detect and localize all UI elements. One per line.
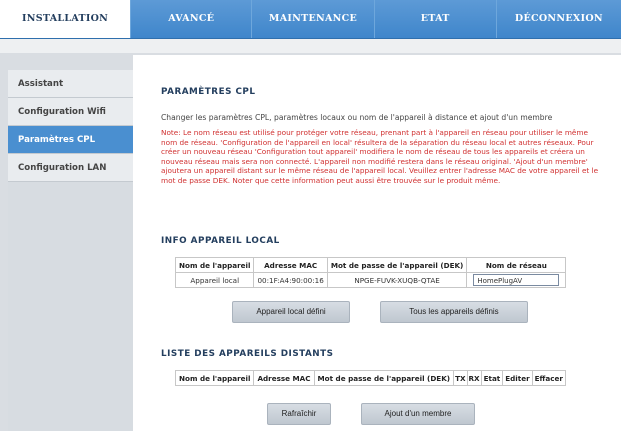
remote-device-table xyxy=(175,370,566,386)
intro-text: Changer les paramètres CPL, paramètres locaux ou nom de l'appareil à distance et ajout d'un membre xyxy=(161,113,553,122)
col-state: Etat xyxy=(481,371,503,386)
tab-maintenance[interactable]: MAINTENANCE xyxy=(252,0,374,38)
cell-dek: NPGE-FUVK-XUQB-QTAE xyxy=(327,273,467,288)
table-row xyxy=(176,273,566,288)
set-all-devices-button[interactable]: Tous les appareils définis xyxy=(380,301,528,323)
table-header-row xyxy=(176,258,566,273)
col-mac: Adresse MAC xyxy=(254,258,327,273)
sidebar-item-wifi[interactable]: Configuration Wifi xyxy=(8,98,133,126)
add-member-button[interactable]: Ajout d'un membre xyxy=(361,403,475,425)
cell-network xyxy=(467,273,566,288)
col-dek: Mot de passe de l'appareil (DEK) xyxy=(314,371,454,386)
table-header-row xyxy=(176,371,566,386)
page-title: PARAMÈTRES CPL xyxy=(161,87,256,97)
sidebar-item-lan[interactable]: Configuration LAN xyxy=(8,154,133,182)
tab-etat[interactable]: ETAT xyxy=(375,0,497,38)
col-dek: Mot de passe de l'appareil (DEK) xyxy=(327,258,467,273)
local-device-table xyxy=(175,257,566,288)
main-content xyxy=(133,55,621,431)
sidebar-item-cpl[interactable]: Paramètres CPL xyxy=(8,126,133,154)
col-tx: TX xyxy=(454,371,467,386)
top-nav xyxy=(0,0,621,39)
col-network: Nom de réseau xyxy=(467,258,566,273)
col-mac: Adresse MAC xyxy=(254,371,314,386)
col-delete: Effacer xyxy=(532,371,565,386)
col-rx: RX xyxy=(467,371,481,386)
tab-avance[interactable]: AVANCÉ xyxy=(131,0,252,38)
tab-deconnexion[interactable]: DÉCONNEXION xyxy=(497,0,621,38)
refresh-button[interactable]: Rafraîchir xyxy=(267,403,331,425)
col-device-name: Nom de l'appareil xyxy=(176,258,254,273)
cell-mac: 00:1F:A4:90:00:16 xyxy=(254,273,327,288)
set-local-device-button[interactable]: Appareil local défini xyxy=(232,301,350,323)
col-edit: Editer xyxy=(503,371,532,386)
sidebar xyxy=(8,70,133,431)
col-device-name: Nom de l'appareil xyxy=(176,371,254,386)
sidebar-item-assistant[interactable]: Assistant xyxy=(8,70,133,98)
sub-bar xyxy=(0,39,621,53)
local-section-title: INFO APPAREIL LOCAL xyxy=(161,236,280,246)
tab-installation[interactable]: INSTALLATION xyxy=(0,0,131,38)
remote-section-title: LISTE DES APPAREILS DISTANTS xyxy=(161,349,334,359)
cell-device-name: Appareil local xyxy=(176,273,254,288)
network-name-input[interactable]: HomePlugAV xyxy=(473,274,559,286)
note-text: Note: Le nom réseau est utilisé pour protéger votre réseau, prenant part à l'appareil en réseau pour utiliser le même nom de réseau. 'Configuration de l'appareil en local' résultera de la séparation du réseau local et autres réseaux. Pour créer un nouveau réseau 'Configuration tout appareil' modifiera le nom de réseau de tous les appareils et créera un nouveau réseau mais sera non connecté. L'appareil non modifié restera dans le réseau original. 'Ajout d'un membre' ajoutera un appareil distant sur le même réseau de l'appareil local. Veuillez entrer l'adresse MAC de votre appareil et le mot de passe DEK. Noter que cette information peut aussi être trouvée sur le produit même. xyxy=(161,128,599,185)
